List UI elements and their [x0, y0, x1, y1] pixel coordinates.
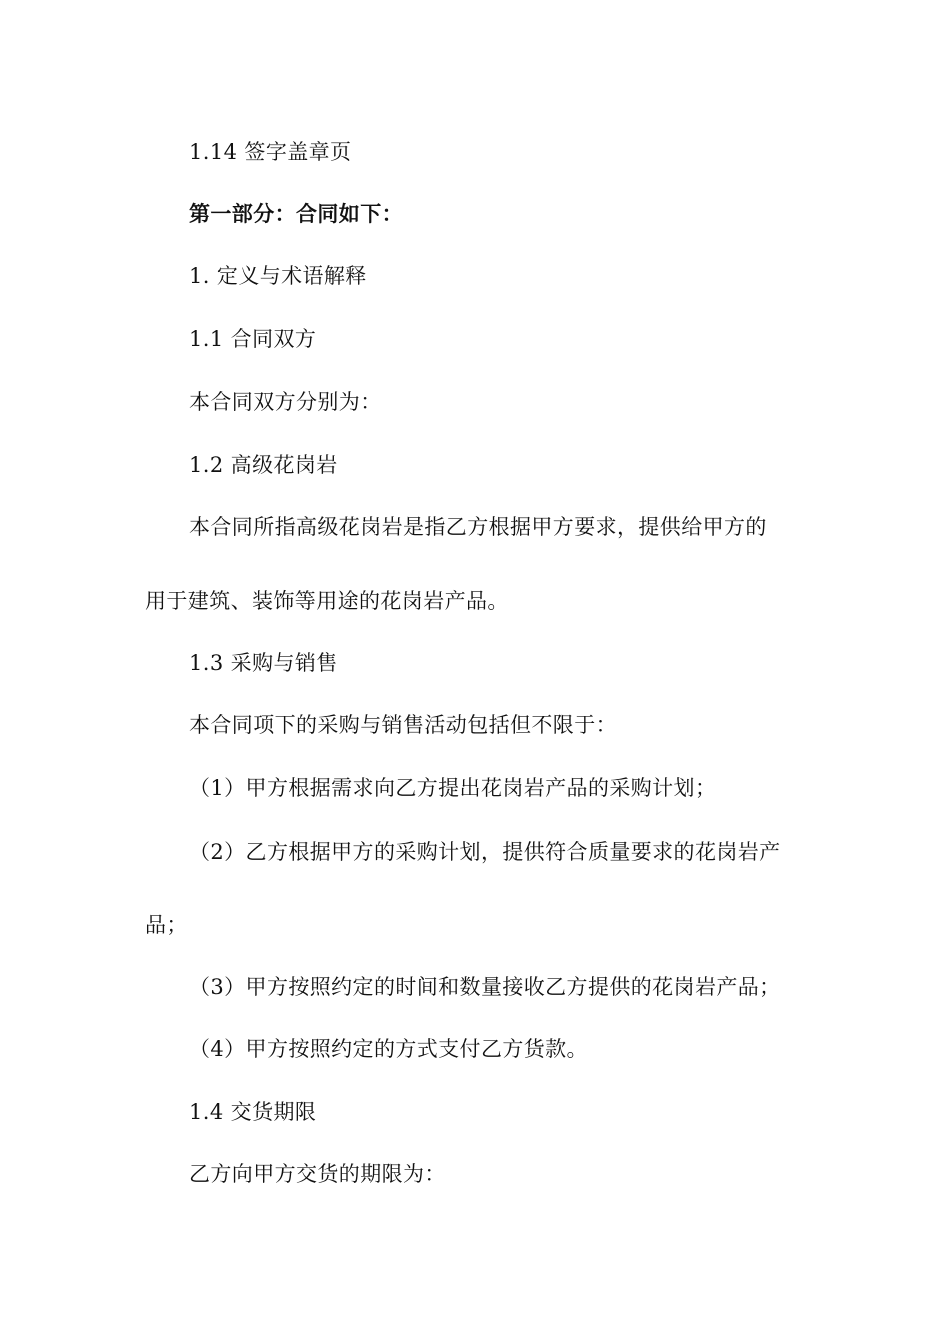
- list-item: （3）甲方按照约定的时间和数量接收乙方提供的花岗岩产品；: [189, 975, 781, 999]
- section-heading-1: 1. 定义与术语解释: [189, 264, 367, 288]
- section-heading-1-3: 1.3 采购与销售: [189, 651, 338, 675]
- list-item: （4）甲方按照约定的方式支付乙方货款。: [189, 1037, 588, 1061]
- section-heading-1-1: 1.1 合同双方: [189, 327, 317, 351]
- paragraph-line: 本合同项下的采购与销售活动包括但不限于：: [189, 713, 617, 737]
- list-item: （2）乙方根据甲方的采购计划，提供符合质量要求的花岗岩产: [189, 840, 781, 864]
- list-item-continued: 品；: [145, 913, 188, 937]
- list-item: （1）甲方根据需求向乙方提出花岗岩产品的采购计划；: [189, 776, 717, 800]
- section-heading-1-14: 1.14 签字盖章页: [189, 140, 352, 164]
- paragraph-line: 本合同双方分别为：: [189, 390, 382, 414]
- paragraph-line: 乙方向甲方交货的期限为：: [189, 1162, 446, 1186]
- paragraph-line-continued: 用于建筑、装饰等用途的花岗岩产品。: [145, 589, 509, 613]
- part-one-heading: 第一部分：合同如下：: [189, 202, 403, 226]
- section-heading-1-2: 1.2 高级花岗岩: [189, 453, 338, 477]
- section-heading-1-4: 1.4 交货期限: [189, 1100, 317, 1124]
- paragraph-line: 本合同所指高级花岗岩是指乙方根据甲方要求，提供给甲方的: [189, 515, 767, 539]
